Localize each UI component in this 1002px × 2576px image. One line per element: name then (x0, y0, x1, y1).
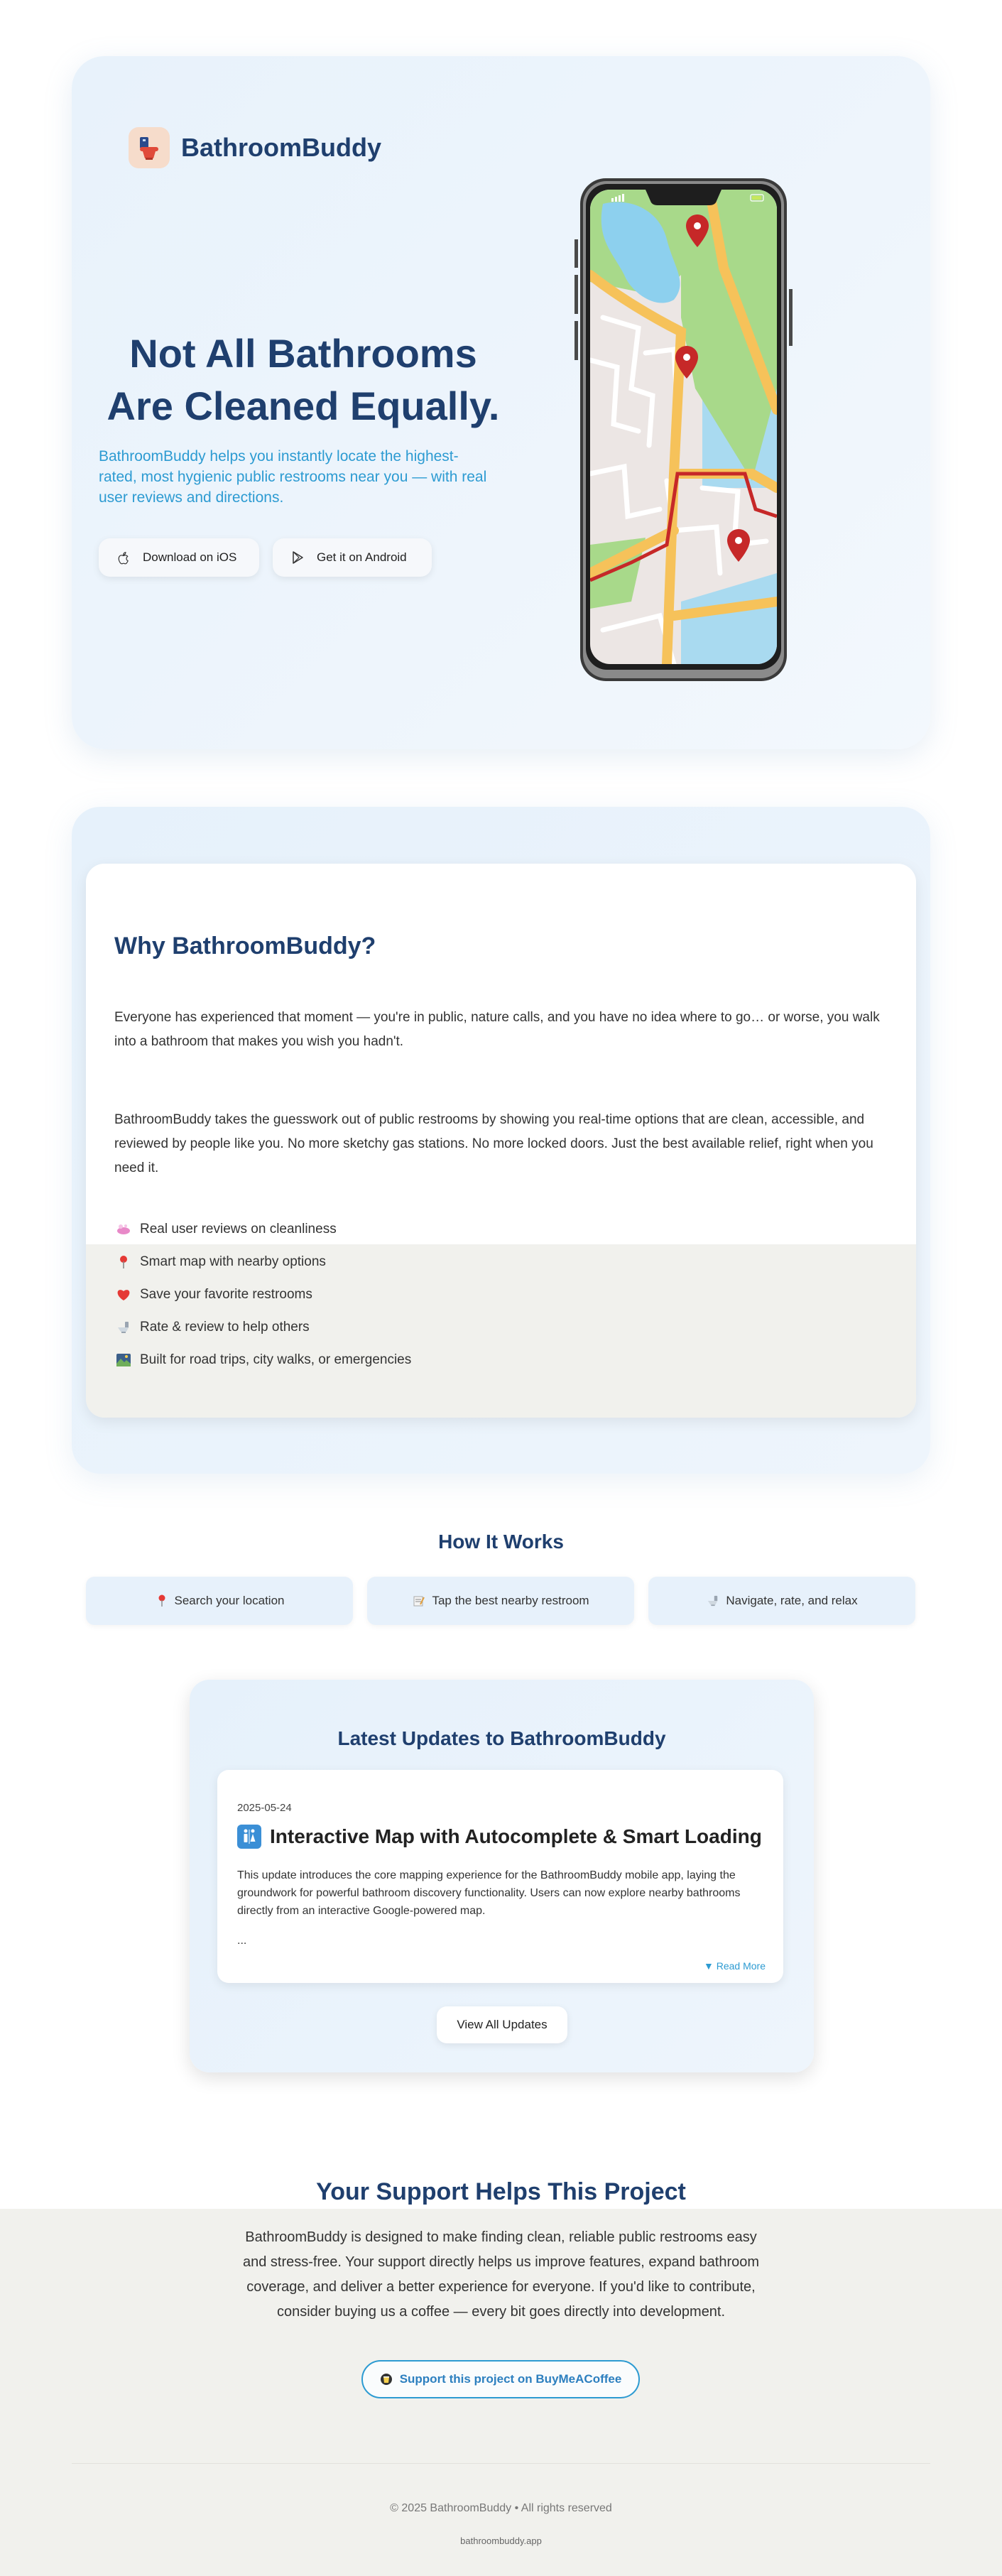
toilet-icon (114, 1320, 133, 1335)
brand[interactable] (129, 127, 381, 168)
brand-name: BathroomBuddy (181, 133, 381, 162)
phone-map-illustration (574, 175, 793, 684)
buymeacoffee-label: Support this project on BuyMeACoffee (399, 2372, 622, 2386)
why-title: Why BathroomBuddy? (114, 933, 376, 960)
footer-domain-link[interactable]: bathroombuddy.app (460, 2536, 542, 2546)
list-item (114, 1278, 411, 1311)
why-section (72, 807, 930, 1474)
update-body: This update introduces the core mapping experience for the BathroomBuddy mobile app, laying the groundwork for powerful bathroom discovery functionality. Users can now explore nearby bathrooms directly from an interactive Google-powered map. (237, 1869, 741, 1917)
why-paragraph-2: BathroomBuddy takes the guesswork out of public restrooms by showing you real-time options that are clean, accessible, and reviewed by people like you. No more sketchy gas stations. No more locked doors. Just the best available relief, right when you need it. (114, 1112, 873, 1175)
read-more-link[interactable]: ▼ Read More (703, 1960, 766, 1972)
coffee-icon (380, 2373, 393, 2386)
download-android-button[interactable] (273, 538, 432, 577)
soap-icon (114, 1222, 133, 1237)
list-item (114, 1246, 411, 1278)
updates-title: Latest Updates to BathroomBuddy (337, 1727, 666, 1749)
how-step-tap (367, 1577, 634, 1625)
hero-title: Not All Bathrooms Are Cleaned Equally. (107, 331, 500, 428)
hero-section (72, 56, 930, 749)
heart-icon (114, 1288, 133, 1302)
update-card (217, 1770, 783, 1983)
how-it-works-title: How It Works (438, 1531, 564, 1553)
benefit-list (114, 1213, 411, 1376)
restroom-sign-icon (237, 1825, 261, 1849)
how-step-navigate (648, 1577, 915, 1625)
why-card (86, 864, 916, 1418)
update-ellipsis: ... (237, 1935, 247, 1947)
download-ios-label: Download on iOS (143, 550, 237, 564)
footer-copyright: © 2025 BathroomBuddy • All rights reserved (390, 2502, 612, 2514)
pin-icon (114, 1255, 133, 1269)
list-item (114, 1213, 411, 1246)
how-step-search (86, 1577, 353, 1625)
benefit-label: Real user reviews on cleanliness (140, 1222, 337, 1237)
update-heading-text: Interactive Map with Autocomplete & Smart Loading (270, 1825, 762, 1847)
support-title: Your Support Helps This Project (316, 2178, 686, 2205)
benefit-label: Smart map with nearby options (140, 1254, 326, 1269)
benefit-label: Built for road trips, city walks, or emergencies (140, 1352, 412, 1367)
updates-section (190, 1680, 814, 2072)
apple-icon (116, 550, 131, 565)
footer-divider (72, 2463, 930, 2464)
how-step-label: Search your location (174, 1594, 285, 1607)
list-item (114, 1344, 411, 1376)
play-store-icon (290, 550, 305, 565)
landscape-icon (114, 1353, 133, 1367)
how-step-label: Tap the best nearby restroom (432, 1594, 589, 1607)
why-paragraph-1: Everyone has experienced that moment — you're in public, nature calls, and you have no idea where to go… or worse, you walk into a bathroom that makes you wish you hadn't. (114, 1010, 880, 1049)
update-heading (237, 1825, 762, 1849)
update-date: 2025-05-24 (237, 1802, 292, 1814)
toilet-logo-icon (129, 127, 170, 168)
support-text: BathroomBuddy is designed to make finding clean, reliable public restrooms easy and stress-free. Your support directly helps us improve features, expand bathroom coverage, and deliver a better experience for everyone. If you'd like to contribute, consider buying us a coffee — every bit goes directly into development. (242, 2229, 760, 2320)
benefit-label: Rate & review to help others (140, 1320, 310, 1335)
hero-subtitle: BathroomBuddy helps you instantly locate the highest-rated, most hygienic public restrooms near you — with real user reviews and directions. (99, 448, 487, 506)
toilet-icon (706, 1594, 720, 1607)
memo-icon (412, 1594, 426, 1607)
download-android-label: Get it on Android (317, 550, 407, 564)
buymeacoffee-button[interactable] (361, 2360, 640, 2398)
benefit-label: Save your favorite restrooms (140, 1287, 312, 1302)
download-ios-button[interactable] (99, 538, 259, 577)
list-item (114, 1311, 411, 1344)
how-step-label: Navigate, rate, and relax (726, 1594, 858, 1607)
view-all-updates-button[interactable]: View All Updates (437, 2006, 567, 2043)
pin-icon (155, 1594, 169, 1607)
